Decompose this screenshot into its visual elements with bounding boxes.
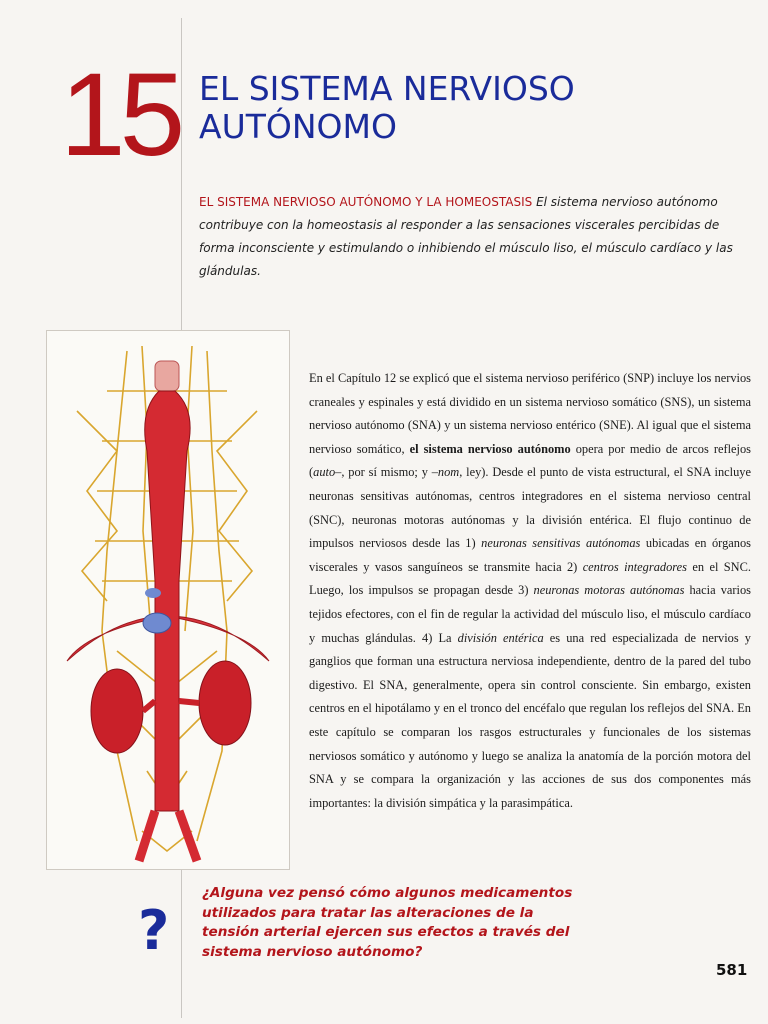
question-mark-icon: ?	[138, 899, 170, 962]
body-text-italic: neuronas motoras autónomas	[533, 583, 685, 598]
page-number: 581	[716, 961, 748, 979]
body-text-segment: en el SNC. Luego, los impulsos se propagan desde 3)	[309, 559, 751, 598]
body-text-bold: el sistema nervioso autónomo	[409, 441, 571, 456]
celiac-ganglion	[143, 613, 171, 633]
body-text-segment: , ley). Desde el punto de vista estructural, el SNA incluye neuronas sensitivas autónomas, centros integradores en el sistema nervioso central (SNC), neuronas motoras autónomas y la división entérica. El flujo continuo de impulsos nerviosos desde las 1)	[309, 465, 751, 551]
body-text-italic: división entérica	[457, 630, 544, 645]
trachea	[155, 361, 179, 391]
body-text-segment: es una red especializada de nervios y ganglios que forman una estructura nerviosa independiente, dentro de la pared del tubo digestivo. El SNA, generalmente, opera sin control consciente. Sin embargo, existen centros en el hipotálamo y en el tronco del encéfalo que regulan los reflejos del SNA. En este capítulo se comparan los rasgos estructurales y funcionales de los sistemas nerviosos somático y autónomo y luego se analiza la anatomía de la porción motora del SNA y se compara la organización y las acciones de sus dos componentes más importantes: la división simpática y la parasimpática.	[309, 630, 751, 810]
aorta	[145, 391, 190, 811]
body-text-italic: auto–	[313, 465, 342, 480]
body-text-segment: hacia varios tejidos efectores, con el fin de regular la actividad del músculo liso, el músculo cardíaco y muchas glándulas. 4) La	[309, 583, 751, 645]
intro-text: El sistema nervioso autónomo contribuye con la homeostasis al responder a las sensaciones viscerales percibidas de forma inconsciente y estimulando o inhibiendo el músculo liso, el músculo cardíaco y las glándulas.	[199, 195, 733, 278]
chapter-title-line-2: AUTÓNOMO	[199, 107, 397, 146]
body-text-italic: –nom	[431, 465, 460, 480]
chapter-title-line-1: EL SISTEMA NERVIOSO	[199, 69, 575, 108]
body-text-segment: ubicadas en órganos viscerales y vasos sanguíneos se transmite hacia 2)	[309, 536, 751, 574]
intro-lead: EL SISTEMA NERVIOSO AUTÓNOMO Y LA HOMEOSTASIS	[199, 195, 533, 209]
chapter-intro	[199, 191, 749, 283]
autonomic-anatomy-drawing	[47, 331, 289, 869]
body-text-segment: opera por medio de arcos reflejos (	[309, 441, 751, 480]
body-text-italic: centros integradores	[582, 559, 687, 574]
main-body-text	[309, 367, 751, 815]
chapter-question: ¿Alguna vez pensó cómo algunos medicamentos utilizados para tratar las alteraciones de la tensión arterial ejercen sus efectos a través del sistema nervioso autónomo?	[202, 885, 573, 960]
right-kidney	[199, 661, 251, 745]
body-text-segment: En el Capítulo 12 se explicó que el sistema nervioso periférico (SNP) incluye los nervios craneales y espinales y está dividido en un sistema nervioso somático (SNS), un sistema nervioso autónomo (SNA) y un sistema nervioso entérico (SNE). Al igual que el sistema nervioso somático,	[309, 371, 751, 456]
chapter-number: 15	[60, 49, 180, 181]
body-text-segment: , por sí mismo; y	[341, 465, 432, 480]
body-text-italic: neuronas sensitivas autónomas	[481, 536, 641, 551]
left-kidney	[91, 669, 143, 753]
chapter-title	[199, 70, 719, 146]
anatomical-illustration	[46, 330, 290, 870]
